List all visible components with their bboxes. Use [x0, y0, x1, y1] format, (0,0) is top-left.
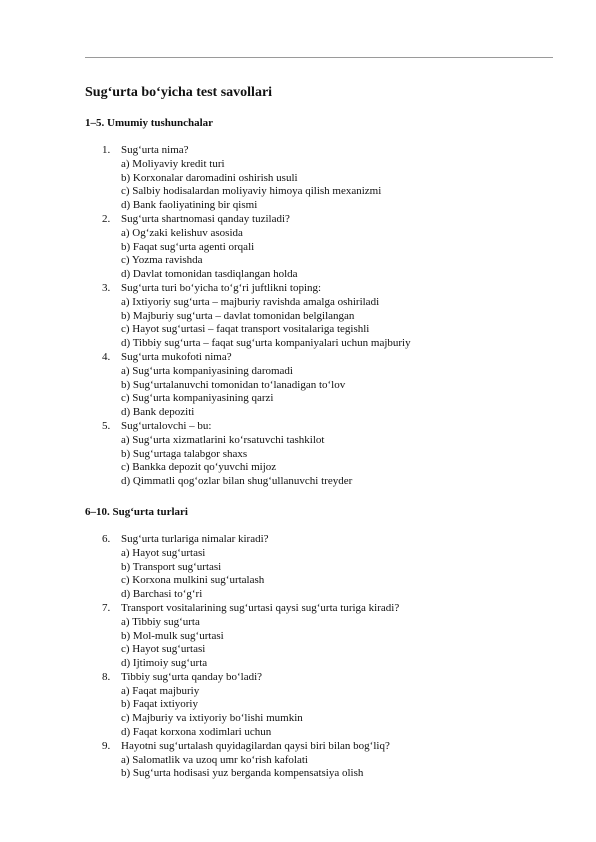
question-item	[85, 420, 555, 489]
question-item	[85, 213, 555, 282]
answer-option: d) Ijtimoiy sug‘urta	[121, 657, 208, 670]
answer-option: d) Faqat korxona xodimlari uchun	[121, 726, 272, 739]
question-number: 8.	[102, 670, 111, 683]
answer-option: b) Mol-mulk sug‘urtasi	[121, 629, 224, 642]
section-title: 6–10. Sug‘urta turlari	[85, 505, 188, 518]
question-text: Sug‘urta mukofoti nima?	[121, 350, 232, 363]
answer-option: b) Sug‘urta hodisasi yuz berganda kompensatsiya olish	[121, 767, 364, 780]
answer-option: c) Hayot sug‘urtasi – faqat transport vositalariga tegishli	[121, 323, 370, 336]
question-item	[85, 671, 555, 740]
question-number: 1.	[102, 144, 111, 156]
answer-option: d) Bank faoliyatining bir qismi	[121, 199, 258, 212]
question-number: 5.	[102, 419, 111, 432]
question-number: 9.	[102, 739, 111, 752]
question-item	[85, 351, 555, 420]
question-list	[85, 533, 555, 781]
header-rule	[85, 57, 553, 58]
answer-option: b) Sug‘urtalanuvchi tomonidan to‘lanadigan to‘lov	[121, 378, 346, 391]
question-item	[85, 602, 555, 671]
question-text: Tibbiy sug‘urta qanday bo‘ladi?	[121, 670, 263, 683]
answer-option: d) Tibbiy sug‘urta – faqat sug‘urta kompaniyalari uchun majburiy	[121, 337, 411, 350]
question-item	[85, 740, 555, 781]
answer-option: a) Moliyaviy kredit turi	[121, 157, 225, 170]
answer-option: c) Bankka depozit qo‘yuvchi mijoz	[121, 461, 277, 474]
answer-option: a) Faqat majburiy	[121, 684, 200, 697]
answer-option: b) Majburiy sug‘urta – davlat tomonidan belgilangan	[121, 309, 355, 322]
question-text: Sug‘urta turi bo‘yicha to‘g‘ri juftlikni toping:	[121, 281, 322, 294]
answer-option: c) Sug‘urta kompaniyasining qarzi	[121, 392, 274, 405]
answer-option: a) Salomatlik va uzoq umr ko‘rish kafolati	[121, 753, 308, 766]
answer-option: b) Faqat ixtiyoriy	[121, 698, 198, 711]
answer-option: a) Tibbiy sug‘urta	[121, 615, 200, 628]
question-text: Sug‘urta turlariga nimalar kiradi?	[121, 532, 269, 545]
answer-option: a) Hayot sug‘urtasi	[121, 546, 206, 559]
question-list	[85, 144, 555, 489]
answer-option: b) Korxonalar daromadini oshirish usuli	[121, 171, 298, 184]
answer-option: d) Davlat tomonidan tasdiqlangan holda	[121, 268, 298, 281]
answer-option: c) Majburiy va ixtiyoriy bo‘lishi mumkin	[121, 712, 303, 725]
question-number: 6.	[102, 532, 111, 545]
question-item	[85, 533, 555, 602]
document-title: Sug‘urta bo‘yicha test savollari	[85, 85, 273, 100]
question-number: 2.	[102, 212, 111, 225]
question-text: Sug‘urta shartnomasi qanday tuziladi?	[121, 212, 290, 225]
answer-option: a) Sug‘urta kompaniyasining daromadi	[121, 364, 293, 377]
answer-option: a) Sug‘urta xizmatlarini ko‘rsatuvchi tashkilot	[121, 433, 325, 446]
answer-option: d) Bank depoziti	[121, 406, 195, 419]
question-number: 7.	[102, 601, 111, 614]
answer-option: c) Salbiy hodisalardan moliyaviy himoya qilish mexanizmi	[121, 185, 382, 198]
question-item	[85, 144, 555, 213]
question-number: 4.	[102, 350, 111, 363]
question-text: Transport vositalarining sug‘urtasi qaysi sug‘urta turiga kiradi?	[121, 601, 400, 614]
question-item	[85, 282, 555, 351]
question-text: Sug‘urta nima?	[121, 144, 189, 156]
answer-option: c) Hayot sug‘urtasi	[121, 643, 206, 656]
answer-option: a) Og‘zaki kelishuv asosida	[121, 226, 243, 239]
answer-option: a) Ixtiyoriy sug‘urta – majburiy ravishda amalga oshiriladi	[121, 295, 380, 308]
answer-option: c) Korxona mulkini sug‘urtalash	[121, 574, 265, 587]
section-title: 1–5. Umumiy tushunchalar	[85, 117, 214, 129]
question-text: Hayotni sug‘urtalash quyidagilardan qaysi biri bilan bog‘liq?	[121, 739, 390, 752]
question-text: Sug‘urtalovchi – bu:	[121, 419, 212, 432]
question-number: 3.	[102, 281, 111, 294]
answer-option: d) Barchasi to‘g‘ri	[121, 588, 203, 601]
document-body	[85, 84, 555, 781]
answer-option: c) Yozma ravishda	[121, 254, 203, 267]
answer-option: b) Transport sug‘urtasi	[121, 560, 222, 573]
answer-option: b) Faqat sug‘urta agenti orqali	[121, 240, 255, 253]
answer-option: b) Sug‘urtaga talabgor shaxs	[121, 447, 248, 460]
answer-option: d) Qimmatli qog‘ozlar bilan shug‘ullanuvchi treyder	[121, 475, 353, 488]
